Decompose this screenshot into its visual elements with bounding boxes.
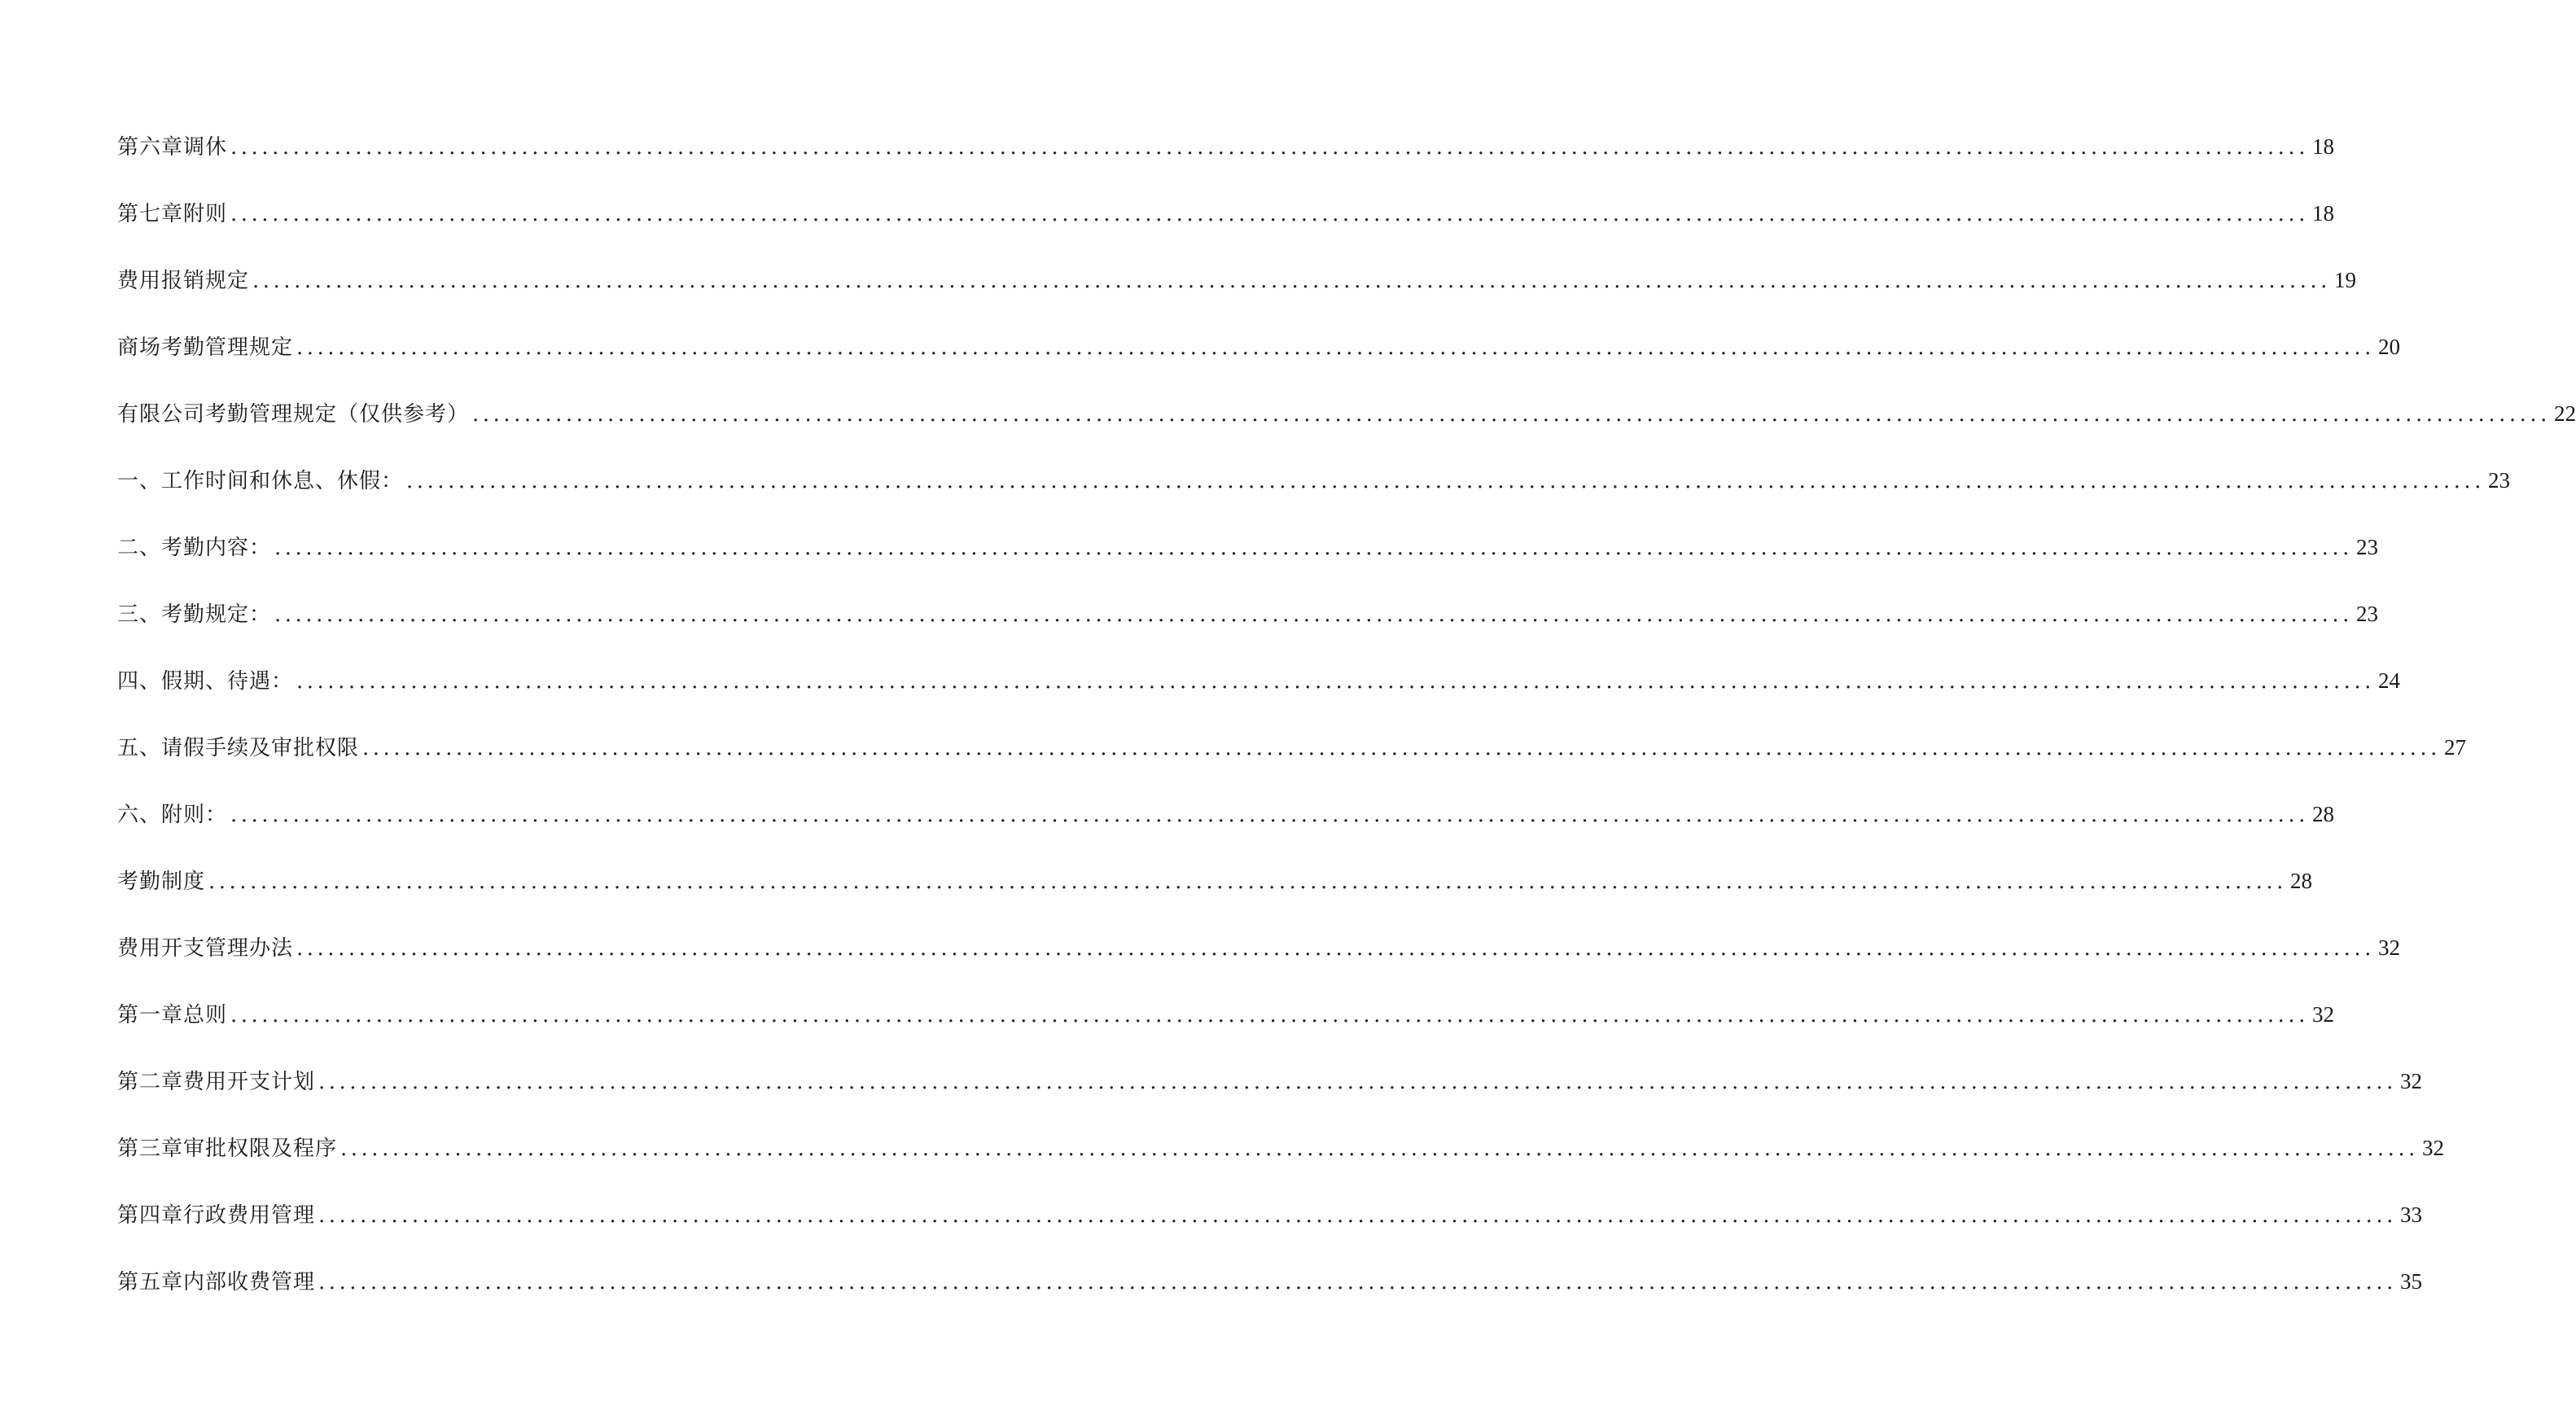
toc-entry-title: 有限公司考勤管理规定（仅供参考） <box>117 402 470 427</box>
toc-entry[interactable] <box>117 397 2576 464</box>
toc-entry[interactable] <box>117 197 2334 264</box>
toc-entry[interactable] <box>117 264 2356 331</box>
toc-entry-title: 第一章总则 <box>117 1003 228 1027</box>
toc-entry-title: 第六章调休 <box>117 135 228 160</box>
toc-entry[interactable] <box>117 1198 2422 1265</box>
toc-entry-page: 23 <box>2355 535 2378 559</box>
toc-dot-leader: ........................................................................................................................................................................................................ <box>208 870 2287 894</box>
toc-entry-title: 三、考勤规定： <box>117 602 272 627</box>
toc-entry-title: 第四章行政费用管理 <box>117 1203 316 1228</box>
toc-entry-title: 商场考勤管理规定 <box>117 335 294 360</box>
toc-dot-leader: ........................................................................................................................................................................................................ <box>230 803 2309 827</box>
toc-entry[interactable] <box>117 931 2400 998</box>
toc-dot-leader: ........................................................................................................................................................................................................ <box>318 1270 2397 1294</box>
toc-entry-page: 19 <box>2333 268 2356 292</box>
toc-dot-leader: ........................................................................................................................................................................................................ <box>230 135 2309 160</box>
toc-entry[interactable] <box>117 1265 2422 1332</box>
table-of-contents <box>117 130 2576 1332</box>
toc-entry-page: 35 <box>2399 1269 2422 1294</box>
toc-entry[interactable] <box>117 998 2334 1065</box>
toc-entry[interactable] <box>117 865 2312 931</box>
toc-entry-page: 27 <box>2443 735 2466 760</box>
toc-entry-title: 二、考勤内容： <box>117 536 272 560</box>
toc-entry[interactable] <box>117 531 2378 598</box>
toc-dot-leader: ........................................................................................................................................................................................................ <box>340 1137 2419 1161</box>
toc-entry-page: 28 <box>2289 869 2312 893</box>
toc-entry-title: 四、假期、待遇： <box>117 669 294 694</box>
toc-dot-leader: ........................................................................................................................................................................................................ <box>318 1070 2397 1094</box>
toc-dot-leader: ........................................................................................................................................................................................................ <box>472 402 2551 427</box>
toc-entry-title: 六、附则： <box>117 803 228 827</box>
toc-entry-page: 18 <box>2311 134 2334 159</box>
toc-dot-leader: ........................................................................................................................................................................................................ <box>230 1003 2309 1027</box>
toc-dot-leader: ........................................................................................................................................................................................................ <box>274 536 2353 560</box>
toc-entry-page: 24 <box>2377 668 2400 693</box>
toc-dot-leader: ........................................................................................................................................................................................................ <box>362 736 2441 760</box>
toc-entry-page: 32 <box>2377 935 2400 960</box>
toc-dot-leader: ........................................................................................................................................................................................................ <box>274 602 2353 627</box>
toc-entry-page: 23 <box>2487 468 2510 493</box>
toc-entry-title: 考勤制度 <box>117 870 206 894</box>
toc-entry-page: 33 <box>2399 1202 2422 1227</box>
toc-entry[interactable] <box>117 731 2466 798</box>
toc-dot-leader: ........................................................................................................................................................................................................ <box>296 335 2375 360</box>
toc-entry-title: 第五章内部收费管理 <box>117 1270 316 1294</box>
toc-entry-title: 费用报销规定 <box>117 269 250 293</box>
toc-entry-page: 28 <box>2311 802 2334 826</box>
toc-entry-title: 第三章审批权限及程序 <box>117 1137 338 1161</box>
toc-entry[interactable] <box>117 598 2378 664</box>
toc-entry-page: 20 <box>2377 335 2400 359</box>
toc-dot-leader: ........................................................................................................................................................................................................ <box>296 669 2375 694</box>
toc-entry[interactable] <box>117 664 2400 731</box>
toc-entry-page: 18 <box>2311 201 2334 226</box>
toc-entry[interactable] <box>117 798 2334 865</box>
toc-entry-page: 32 <box>2311 1002 2334 1027</box>
toc-entry-page: 22 <box>2553 401 2576 426</box>
toc-dot-leader: ........................................................................................................................................................................................................ <box>252 269 2331 293</box>
toc-dot-leader: ........................................................................................................................................................................................................ <box>318 1203 2397 1228</box>
toc-entry-title: 第二章费用开支计划 <box>117 1070 316 1094</box>
toc-dot-leader: ........................................................................................................................................................................................................ <box>230 202 2309 226</box>
toc-entry-title: 五、请假手续及审批权限 <box>117 736 360 760</box>
toc-dot-leader: ........................................................................................................................................................................................................ <box>296 936 2375 961</box>
toc-entry-title: 一、工作时间和休息、休假： <box>117 469 404 493</box>
toc-entry-page: 23 <box>2355 602 2378 626</box>
toc-entry-page: 32 <box>2399 1069 2422 1093</box>
toc-entry-page: 32 <box>2421 1136 2444 1160</box>
toc-entry-title: 第七章附则 <box>117 202 228 226</box>
toc-dot-leader: ........................................................................................................................................................................................................ <box>406 469 2485 493</box>
toc-entry-title: 费用开支管理办法 <box>117 936 294 961</box>
toc-entry[interactable] <box>117 130 2334 197</box>
toc-entry[interactable] <box>117 1132 2444 1198</box>
toc-entry[interactable] <box>117 1065 2422 1132</box>
toc-entry[interactable] <box>117 331 2400 397</box>
toc-entry[interactable] <box>117 464 2510 531</box>
